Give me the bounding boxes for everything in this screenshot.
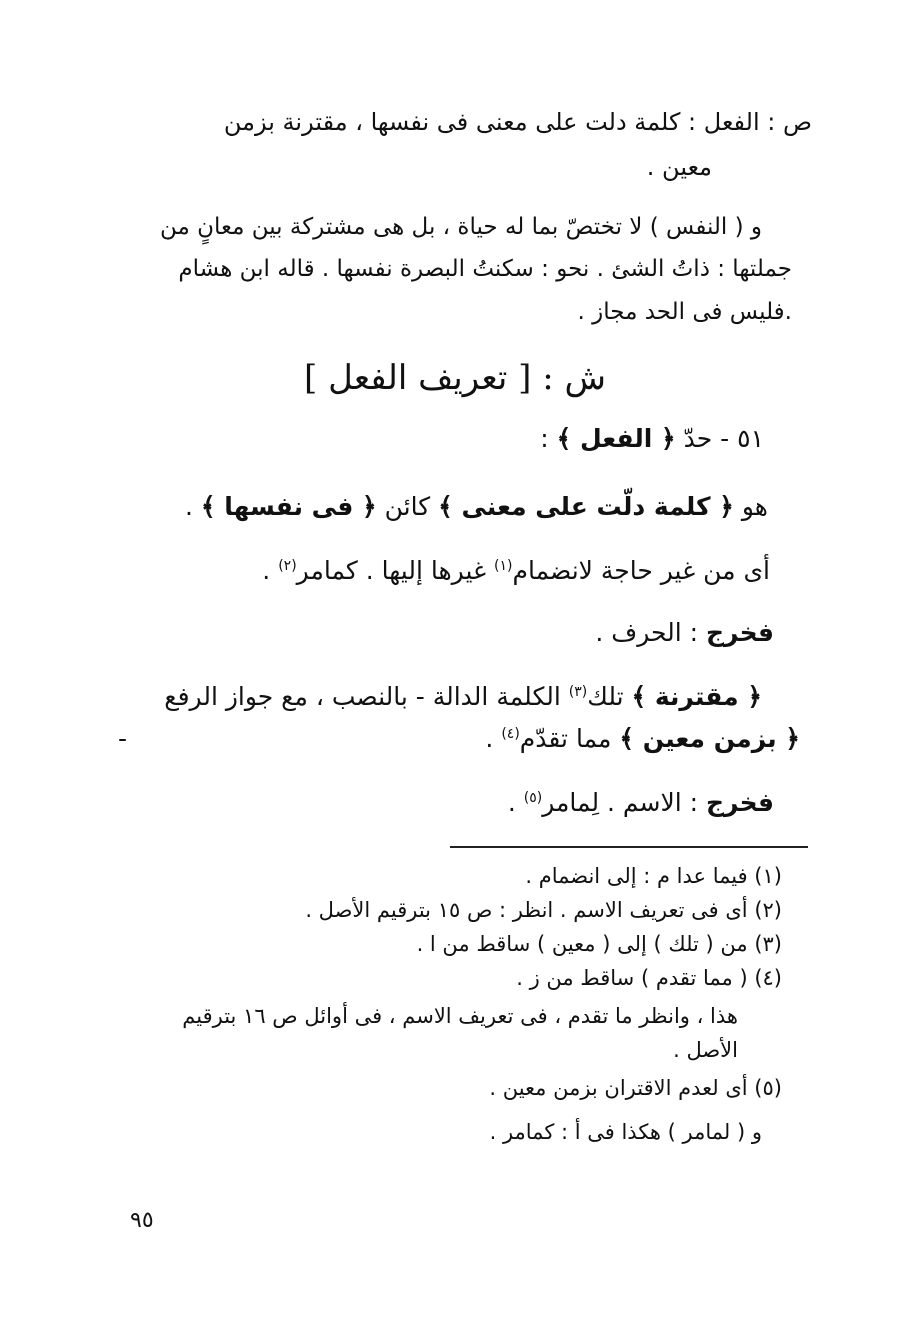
- sharh-fakharaja-2: [508, 788, 774, 818]
- muqtarina-term: ﴿ مقترنة ﴾: [631, 682, 762, 711]
- note-line-3: .فليس فى الحد مجاز .: [577, 299, 792, 325]
- sharh-bizaman: [485, 724, 800, 754]
- sharh-51-pre: ٥١ - حدّ: [683, 424, 764, 453]
- footnote-5-cont: و ( لمامر ) هكذا فى أ : كمامر .: [489, 1120, 762, 1144]
- sharh-huwa: [185, 492, 768, 522]
- sharh-fakharaja-1: [595, 618, 774, 648]
- footnote-1: (١) فيما عدا م : إلى انضمام .: [525, 864, 782, 888]
- note-line-2: جملتها : ذاتُ الشئ . نحو : سكنتُ البصرة نفسها . قاله ابن هشام: [178, 256, 792, 282]
- footnote-4-cont-1: هذا ، وانظر ما تقدم ، فى تعريف الاسم ، فى أوائل ص ١٦ بترقيم: [182, 1004, 738, 1028]
- bizaman-post: .: [485, 724, 494, 753]
- footnote-ref-4: (٤): [501, 726, 520, 742]
- sharh-ay-text-2: غيرها إليها . كمامر: [296, 556, 487, 585]
- footnote-ref-3: (٣): [568, 684, 588, 700]
- footnote-3: (٣) من ( تلك ) إلى ( معين ) ساقط من ا .: [416, 932, 782, 956]
- matn-line-2: معين .: [646, 153, 712, 181]
- footnote-rule: [450, 846, 808, 848]
- sharh-huwa-term-2: ﴿ فى نفسها ﴾: [200, 492, 377, 521]
- muqtarina-text-1: تلك: [587, 682, 624, 711]
- matn-line-1: ص : الفعل : كلمة دلت على معنى فى نفسها ، مقترنة بزمن: [223, 108, 812, 136]
- muqtarina-text-2: الكلمة الدالة - بالنصب ، مع جواز الرفع: [164, 682, 561, 711]
- sharh-huwa-post: .: [185, 492, 193, 521]
- sharh-ay: [262, 556, 770, 586]
- bizaman-text: مما تقدّم: [519, 724, 612, 753]
- fakharaja-text-1: : الحرف .: [595, 618, 699, 647]
- sharh-huwa-term-1: ﴿ كلمة دلّت على معنى ﴾: [438, 492, 734, 521]
- footnote-5: (٥) أى لعدم الاقتران بزمن معين .: [489, 1076, 782, 1100]
- fakharaja-text-2: : الاسم . لِمامر: [542, 788, 699, 817]
- sharh-ay-text-1: أى من غير حاجة لانضمام: [512, 556, 770, 585]
- footnote-2: (٢) أى فى تعريف الاسم . انظر : ص ١٥ بترقيم الأصل .: [305, 898, 782, 922]
- footnote-ref-1: (١): [494, 558, 513, 574]
- bizaman-leading-dash: -: [118, 724, 128, 753]
- fakharaja-post-2: .: [507, 788, 516, 817]
- sharh-ay-text-3: .: [262, 556, 271, 585]
- footnote-4: (٤) ( مما تقدم ) ساقط من ز .: [516, 966, 782, 990]
- bizaman-term: ﴿ بزمن معين ﴾: [619, 724, 800, 753]
- footnote-4-cont-2: الأصل .: [673, 1038, 738, 1062]
- footnote-ref-2: (٢): [278, 558, 297, 574]
- section-heading: ش : [ تعريف الفعل ]: [304, 358, 606, 398]
- sharh-51-post: :: [540, 424, 549, 453]
- sharh-huwa-mid: كائن: [384, 492, 431, 521]
- fakharaja-label-2: فخرج: [706, 788, 774, 817]
- sharh-muqtarina: [164, 682, 762, 712]
- page-number: ٩٥: [130, 1208, 154, 1233]
- sharh-huwa-pre: هو: [741, 492, 768, 521]
- footnote-ref-5: (٥): [523, 790, 543, 806]
- fakharaja-label-1: فخرج: [706, 618, 774, 647]
- note-line-1: و ( النفس ) لا تختصّ بما له حياة ، بل هى مشتركة بين معانٍ من: [159, 214, 762, 240]
- sharh-51-term: ﴿ الفعل ﴾: [556, 424, 676, 453]
- sharh-51: [540, 424, 764, 454]
